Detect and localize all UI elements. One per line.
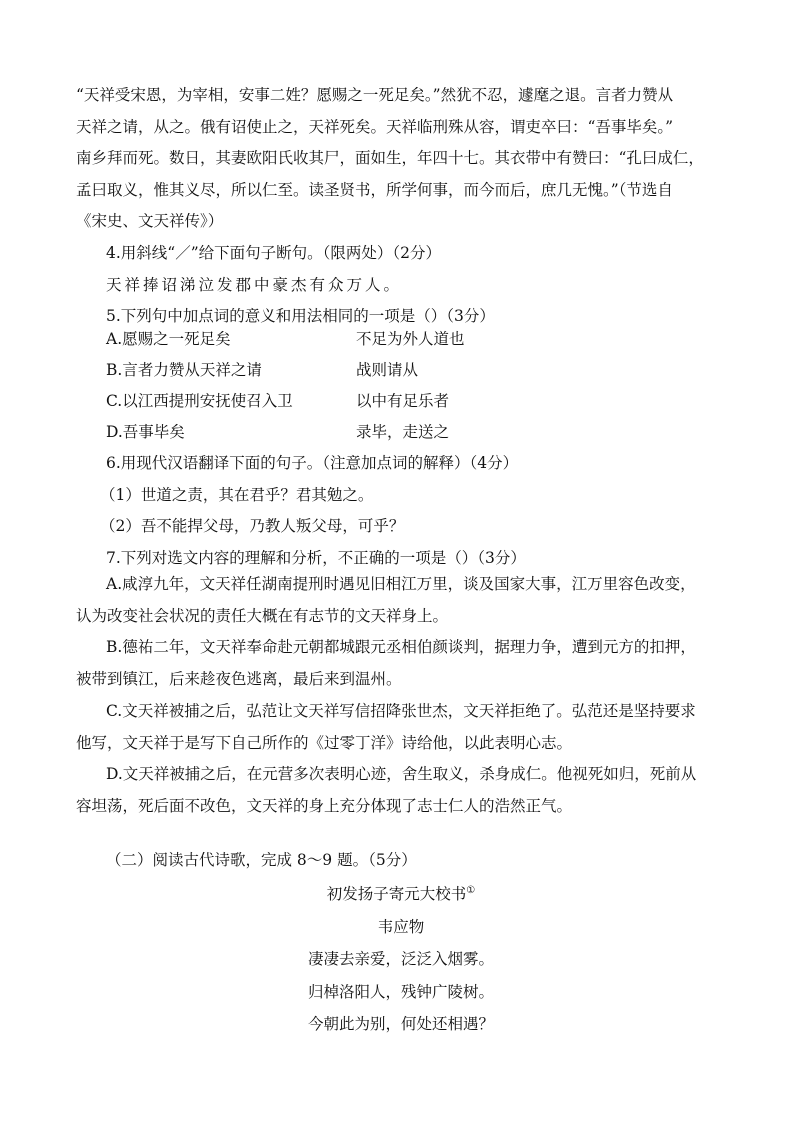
option-compare: 以中有足乐者 <box>356 392 450 410</box>
q7-option-c-cont: 他写，文天祥于是写下自己所作的《过零丁洋》诗给他，以此表明心志。 <box>76 733 573 752</box>
q6-item: （2）吾不能捍父母，乃教人叛父母，可乎？ <box>100 517 405 536</box>
q6-item: （1）世道之责，其在君乎？君其勉之。 <box>100 485 374 504</box>
q7-option-a: A.咸淳九年，文天祥任湖南提刑时遇见旧相江万里，谈及国家大事，江万里容色改变， <box>106 575 696 593</box>
classical-passage <box>76 80 726 238</box>
section-2-heading: （二）阅读古代诗歌，完成 8～9 题。（5分） <box>106 851 417 869</box>
option-text: D.吾事毕矣 <box>106 423 185 441</box>
poem-author: 韦应物 <box>377 917 425 936</box>
poem-line: 今朝此为别，何处还相遇？ <box>307 1015 494 1033</box>
q7-stem: 7.下列对选文内容的理解和分析，不正确的一项是（）（3分） <box>106 548 526 567</box>
option-text: C.以江西提刑安抚使召入卫 <box>106 392 293 410</box>
q6-stem: 6.用现代汉语翻译下面的句子。（注意加点词的解释）（4分） <box>106 454 519 472</box>
poem-line: 归棹洛阳人，残钟广陵树。 <box>307 982 494 1001</box>
option-compare: 录毕，走送之 <box>356 423 450 441</box>
option-text: B.言者力赞从天祥之请 <box>106 361 262 379</box>
q4-sentence: 天祥捧诏涕泣发郡中豪杰有众万人。 <box>106 275 403 294</box>
q5-option-a <box>106 324 726 355</box>
passage-line: 《宋史、文天祥传》） <box>76 212 224 231</box>
q7-option-c: C.文天祥被捕之后，弘范让文天祥写信招降张世杰，文天祥拒绝了。弘范还是坚持要求 <box>106 701 696 720</box>
question-4 <box>76 238 726 333</box>
poem-line: 凄凄去亲爱，泛泛入烟雾。 <box>307 950 494 968</box>
q7-option-b: B.德祐二年，文天祥奉命赴元朝都城跟元丞相伯颜谈判，据理力争，遭到元方的扣押， <box>106 638 696 657</box>
q7-options <box>76 569 726 823</box>
passage-line: “天祥受宋恩，为宰相，安事二姓？愿赐之一死足矣。”然犹不忍，遽麾之退。言者力赞从 <box>76 86 674 104</box>
q4-stem: 4.用斜线“／”给下面句子断句。（限两处）（2分） <box>106 244 441 262</box>
q5-options <box>106 324 726 448</box>
question-6 <box>76 448 726 574</box>
option-compare: 战则请从 <box>356 361 419 379</box>
option-text: A.愿赐之一死足矣 <box>106 330 231 348</box>
passage-line: 天祥之请，从之。俄有诏使止之，天祥死矣。天祥临刑殊从容，谓吏卒曰：“吾事毕矣。” <box>76 117 674 136</box>
q7-option-d-cont: 容坦荡，死后面不改色，文天祥的身上充分体现了志士仁人的浩然正气。 <box>76 796 573 815</box>
poem-title: 初发扬子寄元大校书 <box>326 885 467 903</box>
section-2-heading-wrap <box>76 845 726 877</box>
q5-stem: 5.下列句中加点词的意义和用法相同的一项是（）（3分） <box>106 307 495 326</box>
q5-option-c <box>106 386 726 417</box>
q5-option-d <box>106 417 726 448</box>
passage-line: 南乡拜而死。数日，其妻欧阳氏收其尸，面如生，年四十七。其衣带中有赞曰：“孔曰成仁， <box>76 149 704 168</box>
passage-line: 孟曰取义，惟其义尽，所以仁至。读圣贤书，所学何事，而今而后，庶几无愧。”（节选自 <box>76 180 673 199</box>
q5-option-b <box>106 355 726 386</box>
q7-option-b-cont: 被带到镇江，后来趁夜色逃离，最后来到温州。 <box>76 670 402 689</box>
q7-option-a-cont: 认为改变社会状况的责任大概在有志节的文天祥身上。 <box>76 606 449 625</box>
poem-footnote-mark: ① <box>466 884 476 896</box>
poem <box>76 878 726 1041</box>
q7-option-d: D.文天祥被捕之后，在元营多次表明心迹，舍生取义，杀身成仁。他视死如归，死前从 <box>106 765 697 784</box>
poem-title-line <box>76 878 726 911</box>
option-compare: 不足为外人道也 <box>356 330 465 348</box>
